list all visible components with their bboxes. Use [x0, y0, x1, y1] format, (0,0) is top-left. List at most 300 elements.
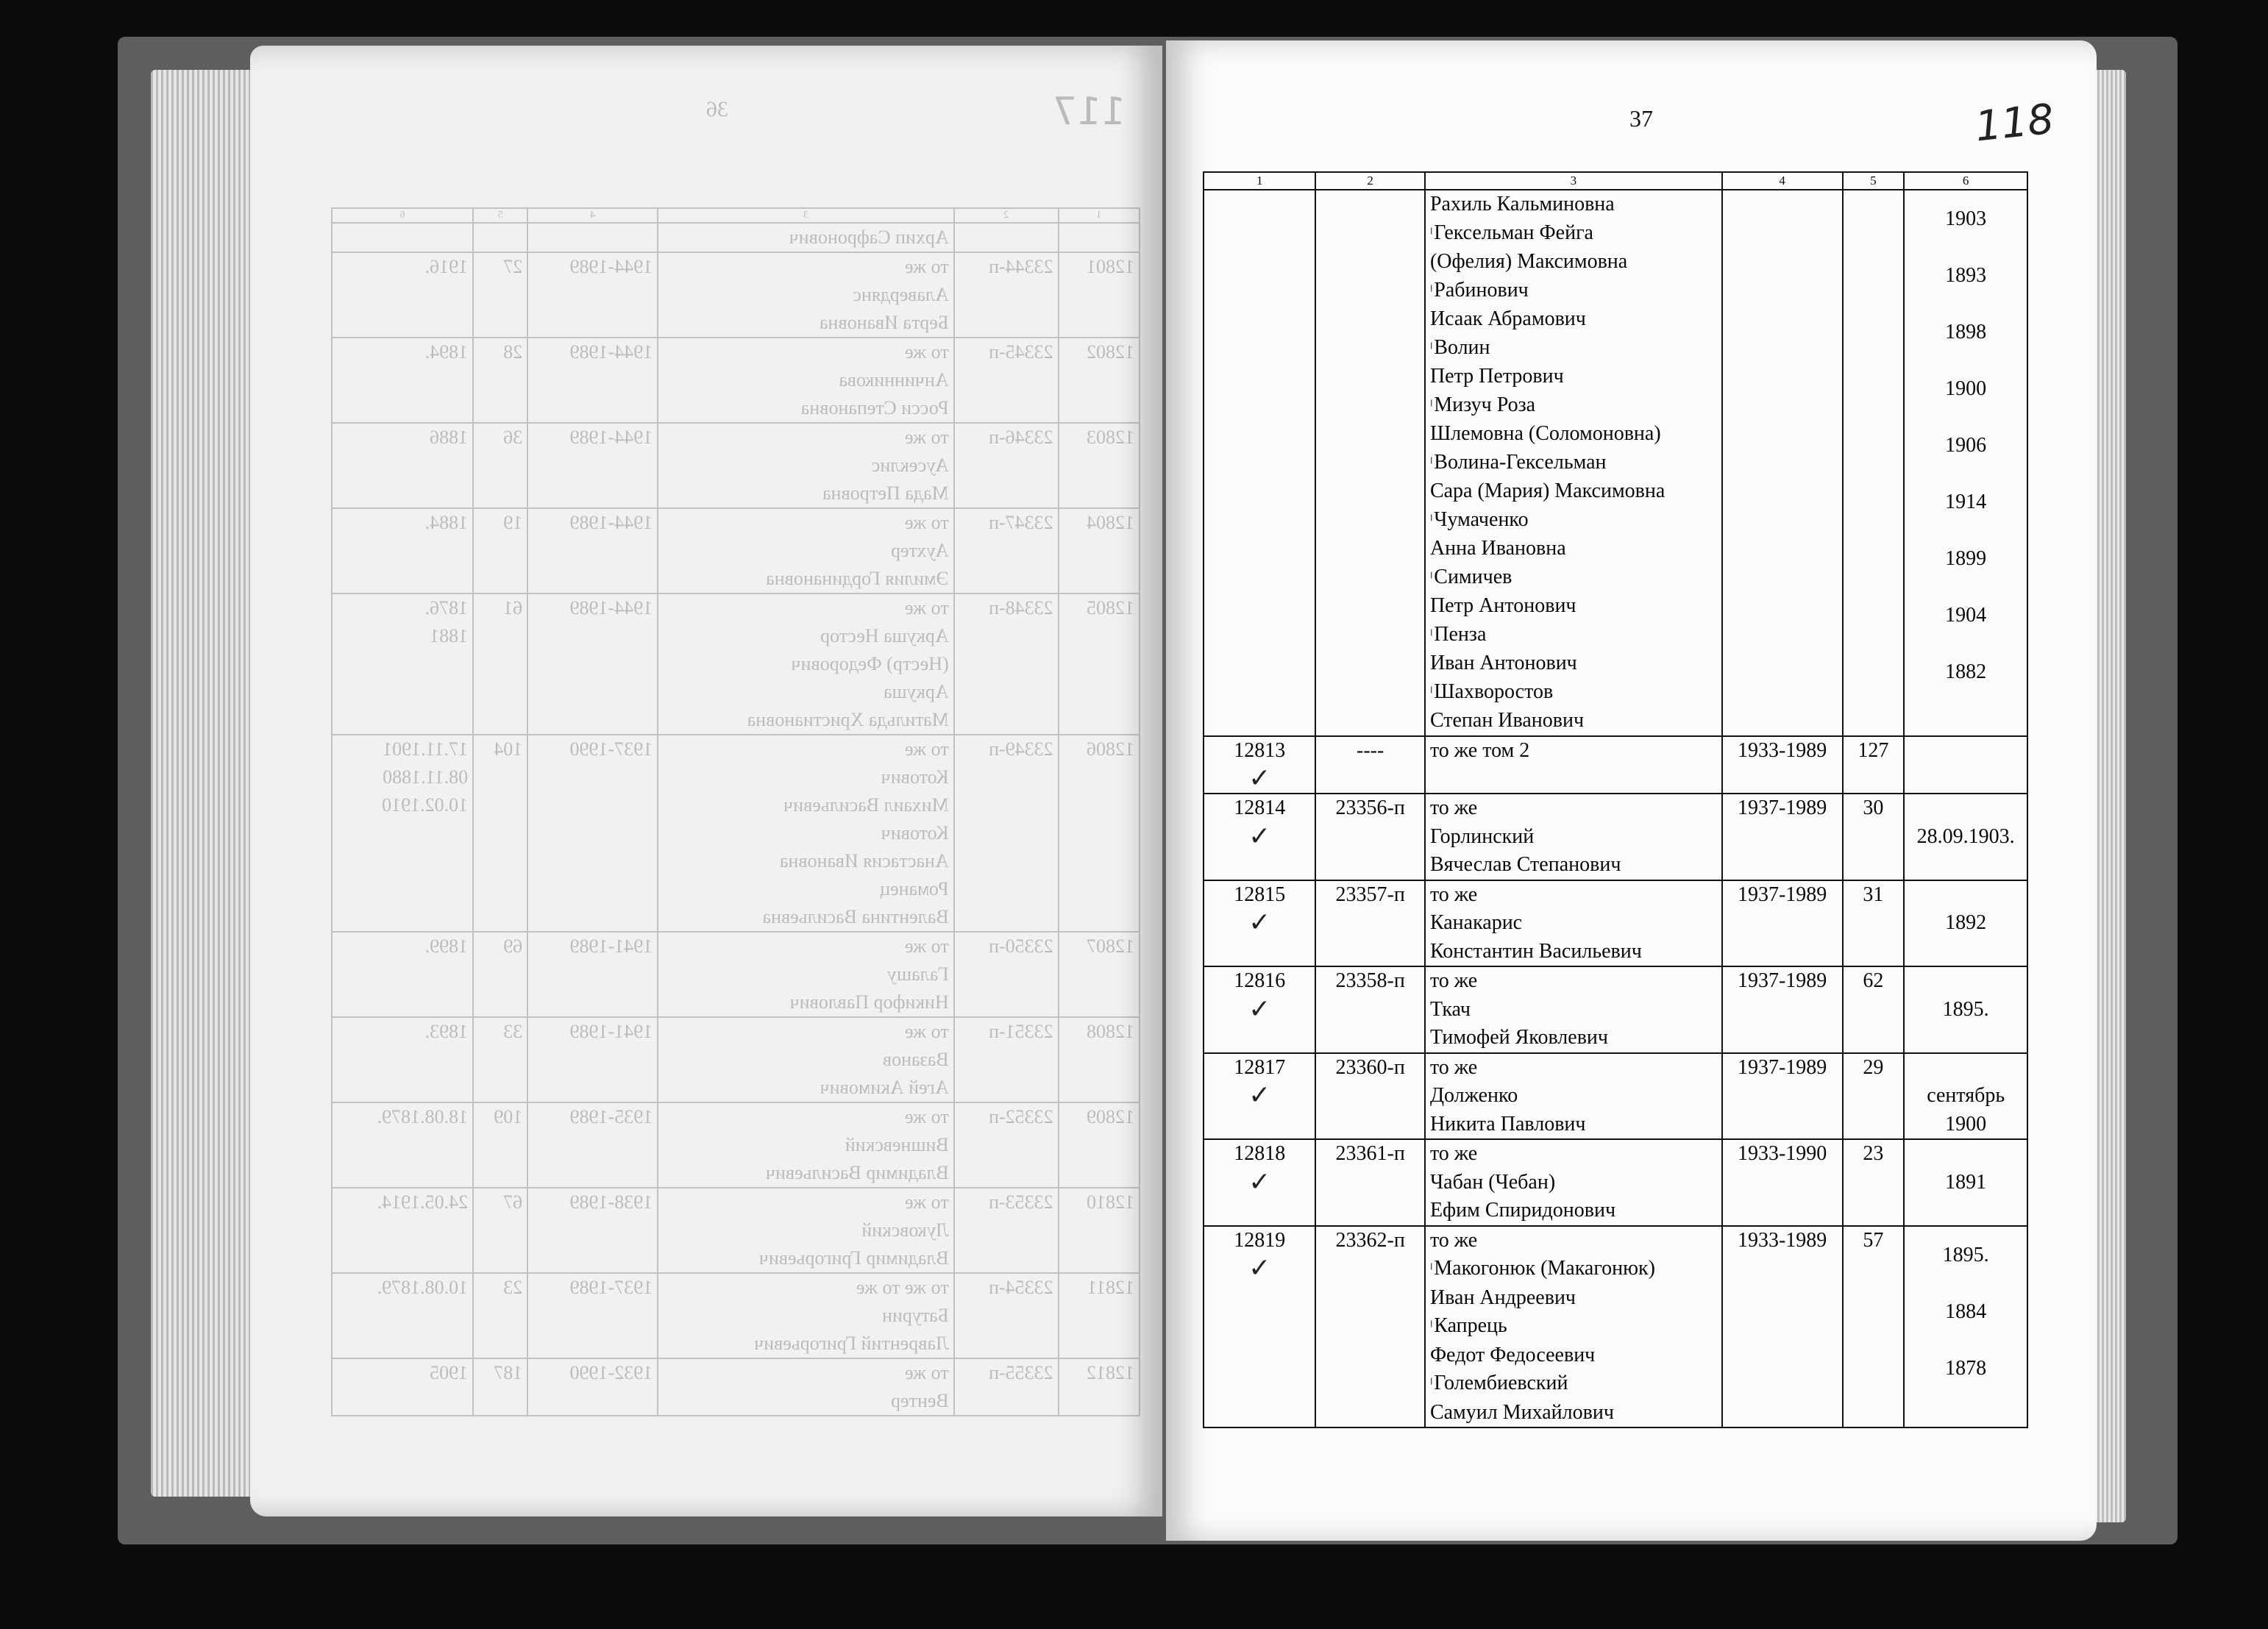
case-number-cell: 23362-п — [1315, 1226, 1425, 1428]
name-line: то же — [905, 256, 949, 277]
name-line: Исаак Абрамович — [1429, 307, 1586, 330]
record-number-cell: 12808 — [1059, 1017, 1140, 1102]
years-cell: 1937-1989 — [1722, 880, 1843, 967]
record-number: 12818 — [1234, 1142, 1286, 1165]
tick-mark-icon: ˡ — [1429, 1375, 1433, 1393]
birth-date-cell — [332, 1273, 473, 1358]
name-cell — [658, 508, 954, 594]
name-line: ˡМакогонюк (Макагонюк) — [1429, 1257, 1655, 1280]
name-cell — [658, 735, 954, 932]
table-row — [1204, 1139, 2027, 1226]
years-cell: 1932-1990 — [527, 1358, 658, 1416]
years-cell: 1933-1989 — [1722, 736, 1843, 794]
spacer — [1909, 1140, 2022, 1169]
name-line: Анастасия Ивановна — [779, 850, 949, 871]
birth-date: 08.11.1880 — [383, 766, 469, 788]
birth-date: 1916. — [424, 256, 469, 277]
years-cell: 1937-1989 — [527, 1273, 658, 1358]
tick-mark-icon: ˡ — [1429, 1261, 1433, 1278]
name-line: то же — [1429, 1055, 1478, 1079]
table-header-row — [1204, 172, 2027, 190]
birth-date: 1884. — [424, 512, 469, 533]
birth-date: сентябрь — [1927, 1084, 2005, 1107]
sheet-count-cell: 104 — [473, 735, 527, 932]
name-cell — [658, 1358, 954, 1416]
left-register-table — [331, 207, 1140, 1416]
name-cell — [1425, 794, 1722, 880]
table-row — [332, 1358, 1140, 1416]
column-header: 4 — [1722, 172, 1843, 190]
name-line: то же — [1429, 796, 1478, 819]
birth-date: 28.09.1903. — [1916, 824, 2015, 848]
name-cell — [658, 223, 954, 252]
column-header: 2 — [1315, 172, 1425, 190]
record-number-cell: 12805 — [1059, 594, 1140, 735]
record-number: 12819 — [1234, 1228, 1286, 1252]
column-header: 3 — [658, 208, 954, 223]
record-number-cell — [1204, 1139, 1315, 1226]
name-cell — [1425, 190, 1722, 736]
name-line: Алавердянс — [853, 284, 949, 305]
years-cell: 1944-1989 — [527, 594, 658, 735]
sheet-count-cell: 187 — [473, 1358, 527, 1416]
birth-date: 1904 — [1945, 604, 1987, 627]
name-line: то же — [905, 935, 949, 957]
name-line: Владимир Васильевич — [765, 1162, 949, 1183]
birth-date: 1892 — [1945, 911, 1987, 934]
record-number-cell: 12811 — [1059, 1273, 1140, 1358]
name-line: Мада Петровна — [822, 482, 949, 504]
name-cell — [658, 1188, 954, 1273]
sheet-count-cell: 109 — [473, 1102, 527, 1188]
tick-mark-icon: ˡ — [1429, 224, 1433, 243]
record-number-cell — [1204, 190, 1315, 736]
case-number-cell: 23351-п — [954, 1017, 1059, 1102]
sheet-count-cell: 19 — [473, 508, 527, 594]
tick-mark-icon: ˡ — [1429, 339, 1433, 357]
birth-date-cell — [1904, 966, 2027, 1053]
case-number-cell: 23350-п — [954, 932, 1059, 1017]
name-cell — [658, 932, 954, 1017]
name-line: то же — [905, 1362, 949, 1383]
name-cell — [658, 423, 954, 508]
case-number-cell: 23344-п — [954, 252, 1059, 338]
sheet-count-cell: 57 — [1843, 1226, 1905, 1428]
name-line: то же — [905, 597, 949, 619]
birth-date: 1876. — [424, 597, 469, 619]
name-line: Никита Павлович — [1429, 1112, 1586, 1136]
column-header: 4 — [527, 208, 658, 223]
check-mark-icon: ✓ — [1248, 994, 1271, 1024]
name-line: ˡСимичев — [1429, 565, 1512, 588]
name-cell — [1425, 880, 1722, 967]
name-line: Чабан (Чебан) — [1429, 1170, 1556, 1194]
name-line: Агей Акимович — [820, 1077, 949, 1098]
birth-date: 24.05.1914. — [377, 1191, 469, 1213]
name-line: то же — [905, 1191, 949, 1213]
name-line: Аркуша — [884, 681, 949, 702]
column-header: 1 — [1204, 172, 1315, 190]
name-line: Матильда Христиановна — [747, 709, 949, 730]
name-line: ˡВолин — [1429, 335, 1490, 359]
tick-mark-icon: ˡ — [1429, 511, 1433, 530]
name-line: то же — [905, 341, 949, 363]
birth-date: 1900 — [1945, 377, 1987, 400]
right-page — [1166, 40, 2097, 1541]
birth-date-cell — [332, 252, 473, 338]
name-line: Михаил Васильевич — [783, 794, 949, 816]
birth-date-cell — [332, 423, 473, 508]
birth-date-cell — [332, 594, 473, 735]
name-line: Самуил Михайлович — [1429, 1400, 1614, 1424]
birth-date: 18.08.1879. — [377, 1106, 469, 1127]
birth-date: 10.02.1910 — [382, 794, 469, 816]
name-line: Канакарис — [1429, 911, 1523, 934]
table-row — [332, 252, 1140, 338]
birth-date: 1906 — [1945, 434, 1987, 457]
name-line: Батурин — [882, 1305, 949, 1326]
sheet-count-cell: 33 — [473, 1017, 527, 1102]
birth-date: 1903 — [1945, 207, 1987, 230]
name-line: Горлинский — [1429, 824, 1535, 848]
left-archive-stamp: 117 — [1052, 90, 1126, 134]
years-cell: 1941-1989 — [527, 932, 658, 1017]
name-line: то же — [1429, 1228, 1478, 1252]
name-cell — [1425, 966, 1722, 1053]
record-number-cell: 12810 — [1059, 1188, 1140, 1273]
birth-date-cell — [1904, 1053, 2027, 1140]
years-cell: 1933-1989 — [1722, 1226, 1843, 1428]
name-cell — [658, 1273, 954, 1358]
name-line: Иван Андреевич — [1429, 1286, 1576, 1309]
name-line: Котович — [881, 766, 949, 788]
sheet-count-cell: 27 — [473, 252, 527, 338]
record-number-cell — [1204, 966, 1315, 1053]
birth-date-cell — [1904, 1226, 2027, 1428]
table-row — [332, 594, 1140, 735]
years-cell — [527, 223, 658, 252]
case-number-cell: 23358-п — [1315, 966, 1425, 1053]
right-archive-stamp: 118 — [1972, 95, 2056, 152]
name-cell — [1425, 1226, 1722, 1428]
name-line: то же — [1429, 883, 1478, 906]
name-line: Иван Антонович — [1429, 652, 1577, 674]
name-line: Лаврентий Григорьевич — [754, 1333, 949, 1354]
column-header: 6 — [1904, 172, 2027, 190]
name-line: Константин Васильевич — [1429, 939, 1642, 963]
name-line: ˡЧумаченко — [1429, 507, 1529, 531]
column-header: 5 — [473, 208, 527, 223]
name-cell — [1425, 736, 1722, 794]
tick-mark-icon: ˡ — [1429, 1318, 1433, 1336]
sheet-count-cell: 31 — [1843, 880, 1905, 967]
case-number-cell: 23347-п — [954, 508, 1059, 594]
case-number-cell: 23360-п — [1315, 1053, 1425, 1140]
record-number-cell: 12802 — [1059, 338, 1140, 423]
sheet-count-cell: 28 — [473, 338, 527, 423]
sheet-count-cell: 67 — [473, 1188, 527, 1273]
spacer — [1909, 967, 2022, 996]
record-number-cell: 12809 — [1059, 1102, 1140, 1188]
tick-mark-icon: ˡ — [1429, 282, 1433, 300]
birth-date: 1895. — [1942, 997, 1989, 1021]
name-line: то же — [905, 1021, 949, 1042]
name-line: Вентер — [891, 1390, 949, 1411]
birth-date: 1899 — [1945, 547, 1987, 570]
table-row — [332, 735, 1140, 932]
case-number-cell — [1315, 190, 1425, 736]
spacer — [1909, 1054, 2022, 1083]
birth-date: 1893 — [1945, 264, 1987, 287]
check-mark-icon: ✓ — [1248, 1166, 1271, 1197]
column-header: 3 — [1425, 172, 1722, 190]
name-line: Романец — [880, 878, 949, 899]
table-row — [1204, 190, 2027, 736]
birth-date-cell — [332, 735, 473, 932]
birth-date-cell — [332, 508, 473, 594]
check-mark-icon: ✓ — [1248, 1080, 1271, 1111]
birth-date-cell — [332, 223, 473, 252]
case-number-cell: 23345-п — [954, 338, 1059, 423]
sheet-count-cell: 62 — [1843, 966, 1905, 1053]
name-line: Архип Сафронович — [789, 227, 949, 248]
table-row — [332, 223, 1140, 252]
check-mark-icon: ✓ — [1248, 908, 1271, 938]
name-cell — [1425, 1139, 1722, 1226]
left-page-number: 36 — [706, 97, 728, 121]
record-number-cell — [1204, 1226, 1315, 1428]
birth-date: 1884 — [1945, 1300, 1987, 1323]
birth-date-cell — [332, 932, 473, 1017]
table-row — [1204, 880, 2027, 967]
years-cell: 1944-1989 — [527, 508, 658, 594]
birth-date-cell — [332, 1358, 473, 1416]
years-cell: 1938-1989 — [527, 1188, 658, 1273]
birth-date: 1878 — [1945, 1356, 1987, 1380]
years-cell: 1933-1990 — [1722, 1139, 1843, 1226]
birth-date: 1898 — [1945, 321, 1987, 343]
tick-mark-icon: ˡ — [1429, 683, 1433, 702]
name-line: Петр Петрович — [1429, 365, 1564, 388]
table-row — [1204, 1053, 2027, 1140]
name-line: то же — [1429, 969, 1478, 992]
birth-date-cell — [332, 1102, 473, 1188]
name-cell — [658, 252, 954, 338]
name-line: Берта Ивановна — [819, 312, 949, 333]
birth-date: 1882 — [1945, 660, 1987, 683]
birth-date: 17.11.1901 — [383, 738, 469, 760]
birth-date: 1893. — [424, 1021, 469, 1042]
table-row — [332, 423, 1140, 508]
name-line: Луковский — [861, 1219, 949, 1241]
name-line: Ткач — [1429, 997, 1471, 1021]
name-line: Сара (Мария) Максимовна — [1429, 480, 1666, 502]
name-line: то же — [1429, 1142, 1478, 1165]
birth-date: 1891 — [1945, 1170, 1987, 1194]
record-number-cell — [1204, 794, 1315, 880]
record-number-cell — [1204, 736, 1315, 794]
birth-date-cell — [1904, 190, 2027, 736]
name-line: Владимир Григорьевич — [758, 1247, 949, 1269]
bleed-through-text — [250, 46, 1162, 1516]
name-line: Галашу — [887, 963, 949, 985]
name-line: Вишневский — [845, 1134, 949, 1155]
table-row — [332, 932, 1140, 1017]
birth-date: 1905 — [430, 1362, 469, 1383]
check-mark-icon: ✓ — [1248, 821, 1271, 852]
check-mark-icon: ✓ — [1248, 1253, 1271, 1283]
name-cell — [658, 1102, 954, 1188]
years-cell: 1937-1989 — [1722, 966, 1843, 1053]
name-line: Федот Федосеевич — [1429, 1343, 1596, 1366]
years-cell: 1941-1989 — [527, 1017, 658, 1102]
name-line: ˡРабинович — [1429, 278, 1529, 302]
name-line: (Офелия) Максимовна — [1429, 250, 1628, 273]
record-number-cell: 12804 — [1059, 508, 1140, 594]
tick-mark-icon: ˡ — [1429, 626, 1433, 644]
table-header-row — [332, 208, 1140, 223]
name-line: Анчинникова — [839, 369, 949, 391]
column-header: 6 — [332, 208, 473, 223]
years-cell: 1937-1990 — [527, 735, 658, 932]
case-number-cell: 23355-п — [954, 1358, 1059, 1416]
sheet-count-cell: 23 — [1843, 1139, 1905, 1226]
name-line: Рахиль Кальминовна — [1429, 193, 1615, 215]
case-number-cell: 23348-п — [954, 594, 1059, 735]
name-line: Аухтер — [890, 540, 949, 561]
name-line: Тимофей Яковлевич — [1429, 1026, 1608, 1049]
record-number: 12815 — [1234, 883, 1286, 906]
name-line: то же — [905, 512, 949, 533]
sheet-count-cell: 61 — [473, 594, 527, 735]
name-line: Котович — [881, 822, 949, 844]
birth-date-cell — [1904, 736, 2027, 794]
right-register-table — [1203, 171, 2028, 1428]
name-line: ˡВолина-Гексельман — [1429, 450, 1607, 474]
spacer — [1909, 881, 2022, 910]
name-line: ˡКапрець — [1429, 1314, 1507, 1337]
years-cell: 1944-1989 — [527, 338, 658, 423]
table-row — [332, 508, 1140, 594]
name-line: Петр Антонович — [1429, 594, 1576, 617]
name-cell — [658, 1017, 954, 1102]
name-line: то же то же — [856, 1277, 949, 1298]
name-line: Вячеслав Степанович — [1429, 853, 1621, 876]
table-row — [332, 338, 1140, 423]
sheet-count-cell: 127 — [1843, 736, 1905, 794]
table-row — [332, 1188, 1140, 1273]
record-number-cell: 12803 — [1059, 423, 1140, 508]
name-line: ˡШахворостов — [1429, 680, 1554, 703]
case-number-cell: 23354-п — [954, 1273, 1059, 1358]
name-line: Вазанов — [882, 1049, 949, 1070]
name-line: Эмилия Гординановна — [766, 568, 949, 589]
birth-date: 1899. — [424, 935, 469, 957]
record-number: 12813 — [1234, 738, 1286, 762]
case-number-cell: 23352-п — [954, 1102, 1059, 1188]
sheet-count-cell — [473, 223, 527, 252]
birth-date: 1881 — [430, 625, 469, 646]
birth-date-cell — [1904, 880, 2027, 967]
years-cell: 1944-1989 — [527, 252, 658, 338]
name-line: Аркуша Нестор — [820, 625, 949, 646]
years-cell: 1937-1989 — [1722, 794, 1843, 880]
record-number: 12816 — [1234, 969, 1286, 992]
table-row — [332, 1102, 1140, 1188]
name-line: Валентина Васильевна — [762, 906, 949, 927]
sheet-count-cell — [1843, 190, 1905, 736]
record-number-cell: 12812 — [1059, 1358, 1140, 1416]
case-number-cell: 23346-п — [954, 423, 1059, 508]
years-cell — [1722, 190, 1843, 736]
name-line: то же — [905, 427, 949, 448]
sheet-count-cell: 23 — [473, 1273, 527, 1358]
record-number-cell — [1059, 223, 1140, 252]
record-number-cell — [1204, 880, 1315, 967]
column-header: 5 — [1843, 172, 1905, 190]
birth-date: 1914 — [1945, 491, 1987, 513]
record-number: 12814 — [1234, 796, 1286, 819]
right-page-number: 37 — [1629, 105, 1653, 132]
name-line: то же — [905, 1106, 949, 1127]
birth-date: 1900 — [1945, 1112, 1987, 1136]
birth-date: 10.08.1879. — [377, 1277, 469, 1298]
birth-date-cell — [332, 1188, 473, 1273]
table-row — [332, 1273, 1140, 1358]
birth-date: 1886 — [430, 427, 469, 448]
table-row — [1204, 794, 2027, 880]
name-line: Долженко — [1429, 1084, 1518, 1107]
sheet-count-cell: 36 — [473, 423, 527, 508]
name-line: ˡМизуч Роза — [1429, 393, 1536, 416]
sheet-count-cell: 30 — [1843, 794, 1905, 880]
case-number-cell: ---- — [1315, 736, 1425, 794]
record-number: 12817 — [1234, 1055, 1286, 1079]
record-number-cell: 12807 — [1059, 932, 1140, 1017]
name-line: (Нестр) Федорович — [791, 653, 949, 674]
tick-mark-icon: ˡ — [1429, 568, 1433, 587]
case-number-cell: 23349-п — [954, 735, 1059, 932]
left-page — [250, 46, 1162, 1516]
case-number-cell: 23356-п — [1315, 794, 1425, 880]
name-line: Аусеклис — [871, 455, 949, 476]
name-line: Никифор Павлович — [789, 991, 949, 1013]
table-row — [1204, 966, 2027, 1053]
record-number-cell — [1204, 1053, 1315, 1140]
record-number-cell: 12806 — [1059, 735, 1140, 932]
sheet-count-cell: 69 — [473, 932, 527, 1017]
birth-date: 1894. — [424, 341, 469, 363]
case-number-cell: 23353-п — [954, 1188, 1059, 1273]
name-line: то же — [905, 738, 949, 760]
name-line: Шлемовна (Соломоновна) — [1429, 422, 1661, 445]
name-line: Анна Ивановна — [1429, 537, 1566, 560]
name-line: ˡПенза — [1429, 622, 1487, 646]
tick-mark-icon: ˡ — [1429, 396, 1433, 415]
spacer — [1909, 794, 2022, 823]
name-line: ˡГолембиевский — [1429, 1372, 1568, 1394]
case-number-cell: 23361-п — [1315, 1139, 1425, 1226]
table-row — [1204, 736, 2027, 794]
table-row — [332, 1017, 1140, 1102]
check-mark-icon: ✓ — [1248, 763, 1271, 794]
name-cell — [658, 594, 954, 735]
record-number-cell: 12801 — [1059, 252, 1140, 338]
name-line: Ефим Спиридонович — [1429, 1199, 1616, 1222]
name-cell — [1425, 1053, 1722, 1140]
name-line: Степан Иванович — [1429, 709, 1585, 732]
name-line: Росси Степановна — [800, 397, 949, 418]
